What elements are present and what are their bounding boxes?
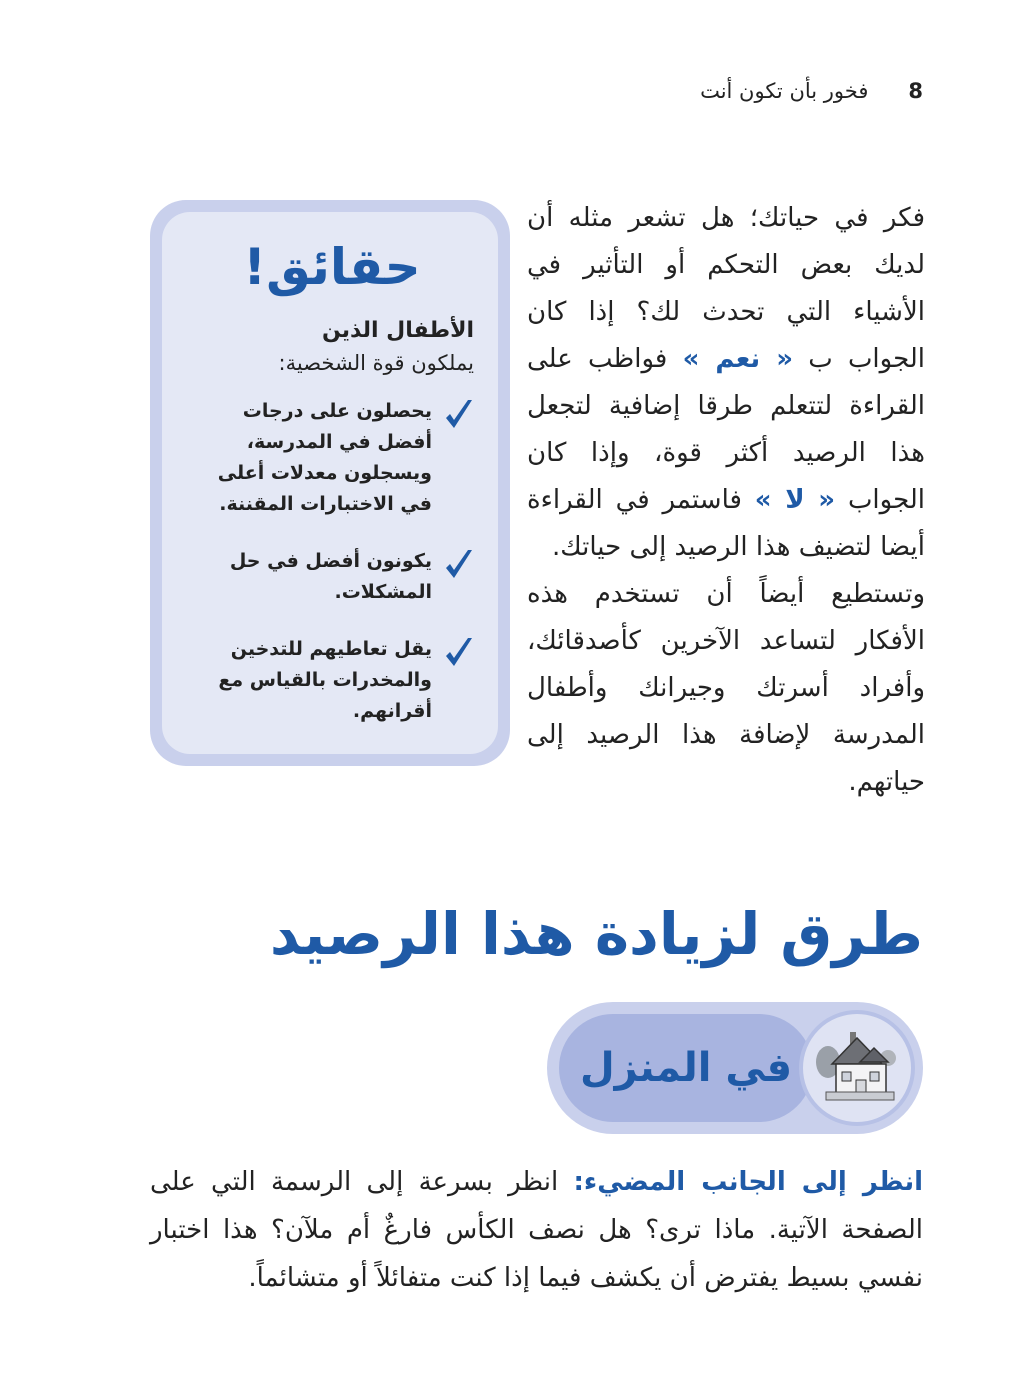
- checkmark-icon: [444, 548, 474, 582]
- intro-text: [527, 195, 925, 806]
- intro-paragraph-1: [527, 195, 925, 571]
- home-section-pill: [559, 1014, 813, 1122]
- home-section-label: في المنزل: [579, 1045, 793, 1091]
- intro-paragraph-2: وتستطيع أيضاً أن تستخدم هذه الأفكار لتساعد الآخرين كأصدقائك، وأفراد أسرتك وجيرانك وأطفال المدرسة لإضافة هذا الرصيد إلى حياتهم.: [527, 579, 925, 797]
- section-title: طرق لزيادة هذا الرصيد: [269, 900, 923, 968]
- running-title: فخور بأن تكون أنت: [700, 79, 869, 103]
- fact-item: [190, 396, 474, 520]
- fact-text: يحصلون على درجات أفضل في المدرسة، ويسجلون معدلات أعلى في الاختبارات المقننة.: [217, 400, 432, 515]
- facts-box-inner: [162, 212, 498, 754]
- facts-title: حقائق!: [243, 238, 421, 296]
- page-number: 8: [908, 79, 923, 103]
- intro-p1-a: فكر في حياتك؛ هل تشعر مثله أن لديك بعض التحكم أو التأثير في الأشياء التي تحدث لك؟ إذا كان الجواب ب: [527, 203, 926, 374]
- bottom-paragraph: [150, 1158, 923, 1302]
- no-keyword: « لا »: [754, 485, 836, 515]
- fact-item: [190, 546, 474, 608]
- fact-text: يكونون أفضل في حل المشكلات.: [229, 550, 432, 603]
- intro-p1-b: فواظب على القراءة لتتعلم طرقا إضافية لتجعل هذا الرصيد أكثر قوة، وإذا كان الجواب: [527, 344, 926, 515]
- facts-subtitle: يملكون قوة الشخصية:: [278, 351, 474, 375]
- intro-p1-c: فاستمر في القراءة أيضا لتضيف هذا الرصيد إلى حياتك.: [527, 485, 925, 562]
- bottom-lead: انظر إلى الجانب المضيء:: [573, 1167, 923, 1197]
- yes-keyword: « نعم »: [682, 344, 794, 374]
- facts-box: [150, 200, 510, 766]
- page-header: [700, 76, 923, 106]
- checkmark-icon: [444, 398, 474, 432]
- bottom-text: انظر بسرعة إلى الرسمة التي على الصفحة الآتية. ماذا ترى؟ هل نصف الكأس فارغٌ أم ملآن؟ هذا اختبار نفسي بسيط يفترض أن يكشف فيما إذا كنت متفائلاً أو متشائماً.: [150, 1167, 923, 1293]
- facts-lead: الأطفال الذين: [321, 318, 474, 343]
- fact-text: يقل تعاطيهم للتدخين والمخدرات بالقياس مع أقرانهم.: [218, 638, 432, 722]
- home-section-badge: [547, 1002, 923, 1134]
- house-icon-circle: [799, 1010, 915, 1126]
- fact-item: [190, 634, 474, 727]
- house-icon: [812, 1028, 902, 1108]
- checkmark-icon: [444, 636, 474, 670]
